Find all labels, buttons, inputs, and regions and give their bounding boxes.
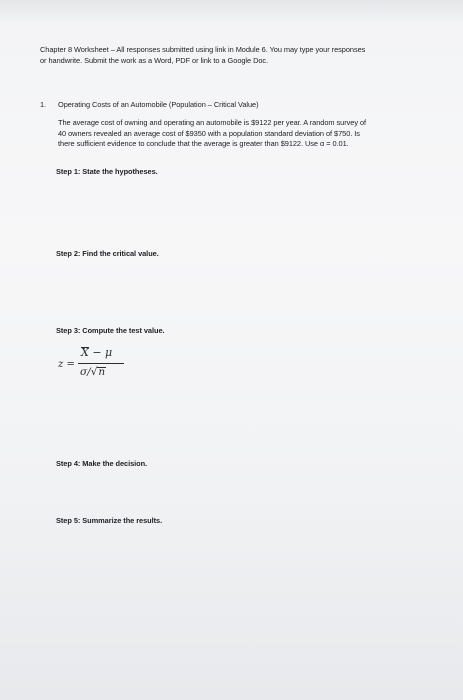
step-5-label: Step 5: Summarize the results. [56,516,163,525]
instructions-line-2: or handwrite. Submit the work as a Word, PDF or link to a Google Doc. [40,55,269,65]
formula-lhs: z = [58,359,75,370]
z-test-formula [58,346,138,386]
formula-numerator-rest: − μ [88,346,113,359]
formula-n: n [98,366,106,378]
question-body [58,118,366,150]
worksheet-instructions [40,45,365,66]
instructions-line-1: Chapter 8 Worksheet – All responses submitted using link in Module 6. You may type your responses [40,45,366,54]
formula-numerator [81,346,112,359]
question-body-line-2: 40 owners revealed an average cost of $9350 with a population standard deviation of $750. Is [58,128,360,138]
formula-sigma: σ/ [80,366,91,378]
step-1-label: Step 1: State the hypotheses. [56,167,158,176]
step-2-label: Step 2: Find the critical value. [56,249,159,258]
page-shadow [0,0,463,24]
step-3-label: Step 3: Compute the test value. [56,326,165,335]
formula-denominator [80,366,105,378]
question-title: Operating Costs of an Automobile (Population – Critical Value) [58,100,259,109]
sqrt-symbol: √ [90,366,98,378]
step-4-label: Step 4: Make the decision. [56,459,148,468]
question-body-line-3: there sufficient evidence to conclude that the average is greater than $9122. Use α = 0.01. [58,139,349,149]
x-bar-symbol: X [81,346,89,359]
question-number: 1. [40,100,47,109]
fraction-bar [78,363,124,364]
question-body-line-1: The average cost of owning and operating an automobile is $9122 per year. A random survey of [58,118,367,127]
